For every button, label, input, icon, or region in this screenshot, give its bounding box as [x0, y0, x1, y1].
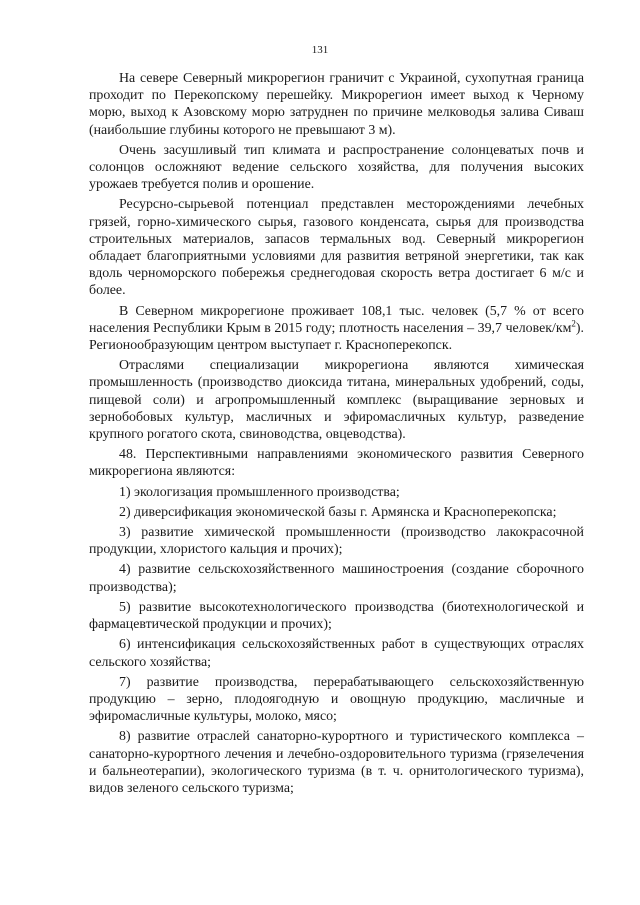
list-item-5: 5) развитие высокотехнологического производства (биотехнологической и фармацевтической продукции и прочих);: [89, 599, 584, 633]
paragraph-48-intro: 48. Перспективными направлениями экономического развития Северного микрорегиона являются:: [89, 447, 584, 480]
list-item-4: 4) развитие сельскохозяйственного машиностроения (создание сборочного производства);: [89, 562, 584, 595]
superscript-2: 2: [571, 318, 576, 329]
list-item-1: 1) экологизация промышленного производства;: [119, 484, 400, 500]
page-number: 131: [311, 44, 329, 56]
document-body: [89, 70, 584, 797]
list-item-6: 6) интенсификация сельскохозяйственных работ в существующих отраслях сельского хозяйства;: [89, 637, 584, 670]
list-item-3: 3) развитие химической промышленности (производство лакокрасочной продукции, хлористого кальция и прочих);: [89, 525, 584, 558]
list-item-7: 7) развитие производства, перерабатывающего сельскохозяйственную продукцию – зерно, плодоягодную и овощную продукцию, масличные и эфиромасличные культуры, молоко, мясо;: [89, 674, 584, 725]
list-item-8: 8) развитие отраслей санаторно-курортного и туристического комплекса – санаторно-курортного лечения и лечебно-оздоровительного туризма (грязелечения и бальнеотерапии), экологического туризма (в т. ч. орнитологического туризма), видов зеленого сельского туризма;: [89, 729, 584, 796]
population-text-end: ). Регионообразующим центром выступает г. Красноперекопск.: [89, 320, 584, 354]
list-item-2: 2) диверсификация экономической базы г. Армянска и Красноперекопска;: [119, 504, 557, 520]
paragraph-specialization: Отраслями специализации микрорегиона являются химическая промышленность (производство диоксида титана, минеральных удобрений, соды, пищевой соли) и агропромышленный комплекс (выращивание зерновых и зернобобовых культур, масличных и эфиромасличных культур, разведение крупного рогатого скота, свиноводства, овцеводства).: [89, 358, 584, 443]
paragraph-border: На севере Северный микрорегион граничит с Украиной, сухопутная граница проходит по Перекопскому перешейку. Микрорегион имеет выход к Черному морю, выход к Азовскому морю затруднен по причине мелководья залива Сиваш (наибольшие глубины которого не превышают 3 м).: [89, 71, 584, 138]
paragraph-population: [89, 303, 584, 355]
population-text-start: В Северном микрорегионе проживает 108,1 тыс. человек (5,7 % от всего населения Республики Крым в 2015 году; плотность населения – 39,7 человек/км: [89, 303, 584, 336]
paragraph-resources: Ресурсно-сырьевой потенциал представлен месторождениями лечебных грязей, горно-химического сырья, газового конденсата, сырья для производства строительных материалов, запасов термальных вод. Северный микрорегион обладает благоприятными условиями для развития ветряной энергетики, так как вдоль черноморского побережья среднегодовая скорость ветра достигает 6 м/с и более.: [89, 197, 584, 299]
paragraph-climate: Очень засушливый тип климата и распространение солонцеватых почв и солонцов осложняют ведение сельского хозяйства, для получения высоких урожаев требуется полив и орошение.: [89, 142, 584, 193]
